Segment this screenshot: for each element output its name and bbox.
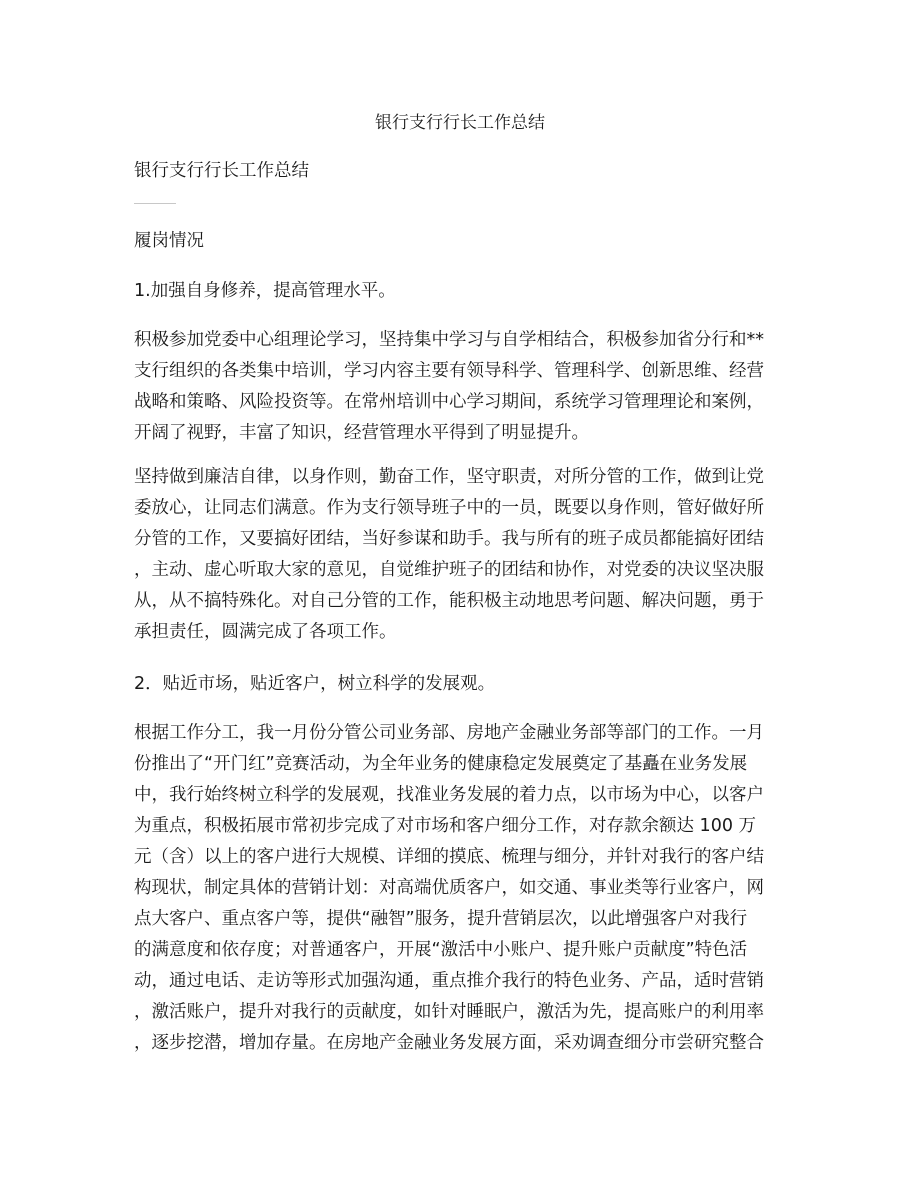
item1-heading: 1.加强自身修养，提高管理水平。 [134, 281, 396, 301]
text-line: 元（含）以上的客户进行大规模、详细的摸底、梳理与细分，并针对我行的客户结 [134, 847, 764, 867]
text-line: 从，从不搞特殊化。对自己分管的工作，能积极主动地思考问题、解决问题，勇于 [134, 591, 764, 611]
paragraph-3 [134, 718, 794, 1059]
item2-heading: 2．贴近市场，贴近客户，树立科学的发展观。 [134, 674, 496, 694]
text-line: ，逐步挖潜，增加存量。在房地产金融业务发展方面，采劝调查细分市尝研究整合 [134, 1033, 764, 1053]
text-line: 的满意度和依存度；对普通客户，开展“激活中小账户、提升账户贡献度”特色活 [134, 940, 748, 960]
text-line: 委放心，让同志们满意。作为支行领导班子中的一员，既要以身作则，管好做好所 [134, 498, 764, 518]
text-line: 支行组织的各类集中培训，学习内容主要有领导科学、管理科学、创新思维、经营 [134, 361, 764, 381]
text-line: 构现状，制定具体的营销计划：对高端优质客户，如交通、事业类等行业客户，网 [134, 878, 764, 898]
text-line: 动，通过电话、走访等形式加强沟通，重点推介我行的特色业务、产品，适时营销 [134, 971, 764, 991]
text-line: 积极参加党委中心组理论学习，坚持集中学习与自学相结合，积极参加省分行和** [134, 330, 764, 350]
text-line: 坚持做到廉洁自律，以身作则，勤奋工作，坚守职责，对所分管的工作，做到让党 [134, 467, 764, 487]
text-line: 分管的工作，又要搞好团结，当好参谋和助手。我与所有的班子成员都能搞好团结 [134, 529, 764, 549]
text-line: ，激活账户，提升对我行的贡献度，如针对睡眠户，激活为先，提高账户的利用率 [134, 1002, 764, 1022]
document-title: 银行支行行长工作总结 [375, 113, 545, 133]
text-line: 根据工作分工，我一月份分管公司业务部、房地产金融业务部等部门的工作。一月 [134, 723, 764, 743]
text-line: 开阔了视野，丰富了知识，经营管理水平得到了明显提升。 [134, 423, 589, 443]
text-line: ，主动、虚心听取大家的意见，自觉维护班子的团结和协作，对党委的决议坚决服 [134, 560, 764, 580]
paragraph-2 [134, 462, 794, 648]
subtitle: 银行支行行长工作总结 [134, 161, 309, 181]
text-line: 为重点，积极拓展市常初步完成了对市场和客户细分工作，对存款余额达 100 万 [134, 816, 757, 836]
text-line: 承担责任，圆满完成了各项工作。 [134, 622, 397, 642]
text-line: 战略和策略、风险投资等。在常州培训中心学习期间，系统学习管理理论和案例， [134, 392, 764, 412]
text-line: 中，我行始终树立科学的发展观，找准业务发展的着力点，以市场为中心，以客户 [134, 785, 764, 805]
section-heading: 履岗情况 [134, 231, 204, 251]
paragraph-1 [134, 325, 794, 449]
divider [134, 203, 176, 204]
text-line: 份推出了“开门红”竞赛活动，为全年业务的健康稳定发展奠定了基矗在业务发展 [134, 754, 748, 774]
text-line: 点大客户、重点客户等，提供“融智”服务，提升营销层次，以此增强客户对我行 [134, 909, 748, 929]
